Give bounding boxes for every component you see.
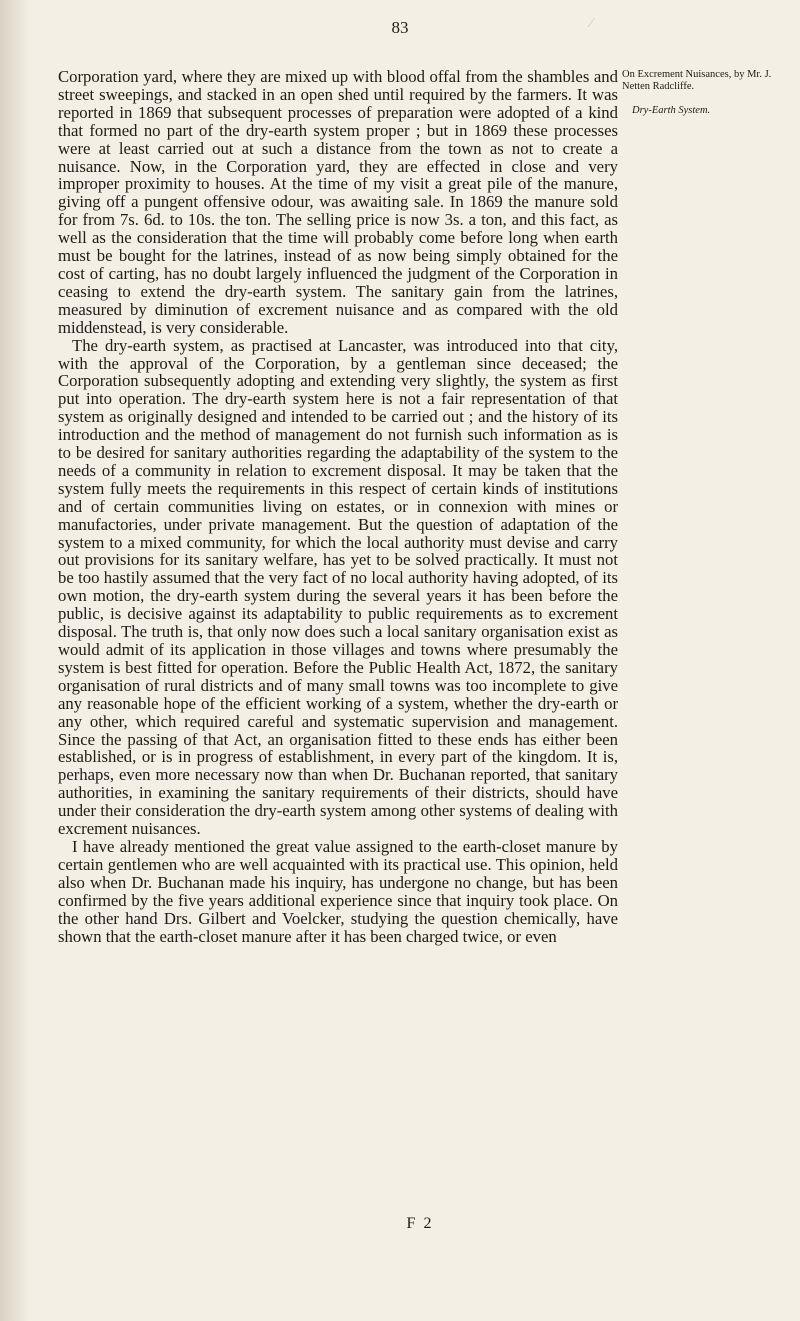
main-text-column — [58, 68, 618, 945]
signature-mark: F 2 — [406, 1215, 434, 1232]
stray-pencil-mark: ⁄ — [590, 16, 593, 31]
margin-notes — [622, 69, 792, 128]
paragraph-1: Corporation yard, where they are mixed up with blood offal from the shambles and street sweepings, and stacked in an open shed until required by the farmers. It was reported in 1869 that subsequent processes of preparation were adopted of a kind that formed no part of the dry-earth system proper ; but in 1869 these processes were at least carried out at such a distance from the town as not to create a nuisance. Now, in the Corporation yard, they are effected in close and very improper proximity to houses. At the time of my visit a great pile of the manure, giving off a pungent offensive odour, was awaiting sale. In 1869 the manure sold for from 7s. 6d. to 10s. the ton. The selling price is now 3s. a ton, and this fact, as well as the consideration that the time will probably come before long when earth must be bought for the latrines, instead of as now being simply obtained for the cost of carting, has no doubt largely influenced the judgment of the Corporation in ceasing to extend the dry-earth system. The sanitary gain from the latrines, measured by diminution of excrement nuisance and as compared with the old middenstead, is very considerable. — [58, 67, 618, 337]
paragraph-2: The dry-earth system, as practised at Lancaster, was introduced into that city, with the approval of the Corporation, by a gentleman since deceased; the Corporation subsequently adopting and extending very slightly, the system as first put into operation. The dry-earth system here is not a fair representation of that system as originally designed and intended to be carried out ; and the history of its introduction and the method of management do not furnish such information as is to be desired for sanitary authorities regarding the adaptability of the system to the needs of a community in relation to excrement disposal. It may be taken that the system fully meets the requirements in this respect of certain kinds of institutions and of certain communities living on estates, or in connexion with mines or manufactories, under private management. But the question of adaptation of the system to a mixed community, for which the local authority must devise and carry out provisions for its sanitary welfare, has yet to be solved practically. It must not be too hastily assumed that the very fact of no local authority having adopted, of its own motion, the dry-earth system during the several years it has been before the public, is decisive against its adaptability to public requirements as to excrement disposal. The truth is, that only now does such a local sanitary organisation exist as would admit of its application in those villages and towns where presumably the system is best fitted for operation. Before the Public Health Act, 1872, the sanitary organisation of rural districts and of many small towns was too incomplete to give any reasonable hope of the efficient working of a system, whether the dry-earth or any other, which required careful and systematic supervision and management. Since the passing of that Act, an organisation fitted to these ends has either been established, or is in progress of establishment, in every part of the kingdom. It is, perhaps, even more necessary now than when Dr. Buchanan reported, that sanitary authorities, in examining the sanitary requirements of their districts, should have under their consideration the dry-earth system among other systems of dealing with excrement nuisances. — [58, 335, 618, 839]
binding-shadow — [0, 0, 30, 1321]
margin-note-author: On Excrement Nuisances, by Mr. J. Netten Radcliffe. — [622, 69, 772, 92]
margin-note-topic: Dry-Earth System. — [632, 104, 711, 116]
paragraph-3: I have already mentioned the great value assigned to the earth-closet manure by certain gentlemen who are well acquainted with its practical use. This opinion, held also when Dr. Buchanan made his inquiry, has undergone no change, but has been confirmed by the five years additional experience since that inquiry took place. On the other hand Drs. Gilbert and Voelcker, studying the question chemically, have shown that the earth-closet manure after it has been charged twice, or even — [58, 836, 618, 946]
page-number: 83 — [391, 18, 409, 37]
